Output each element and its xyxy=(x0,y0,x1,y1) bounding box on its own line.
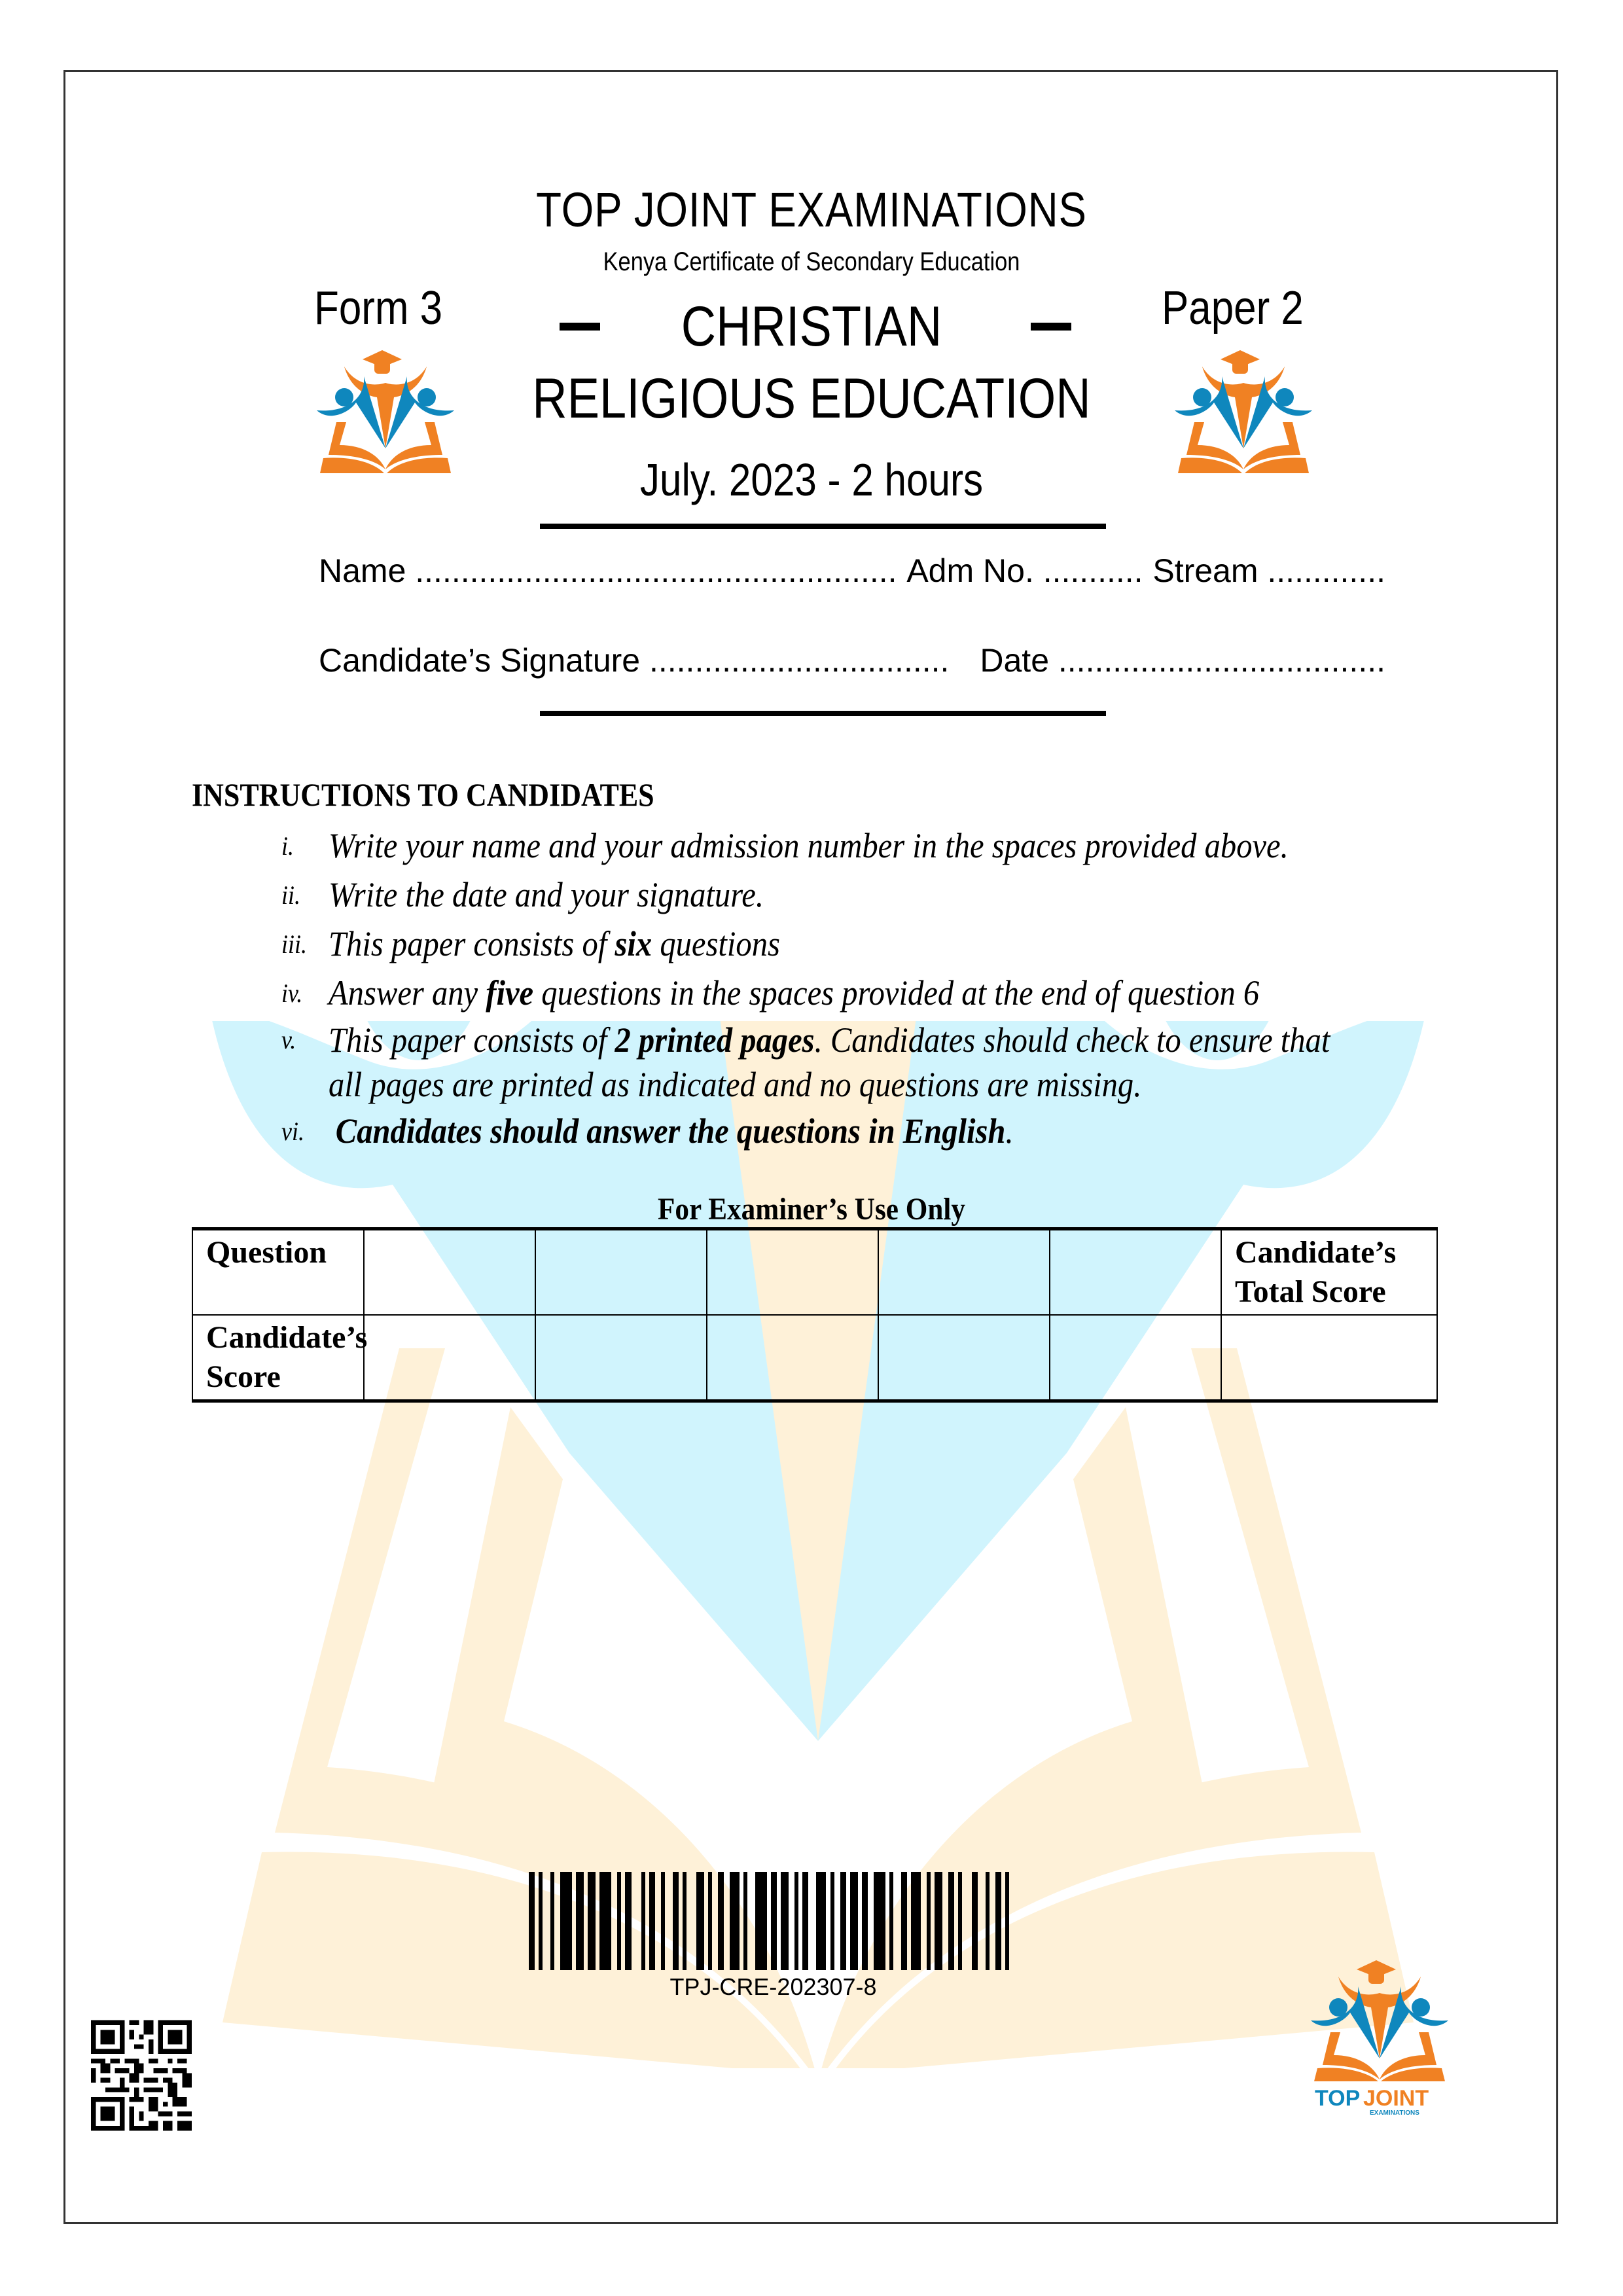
stream-field[interactable]: Stream ............. xyxy=(1152,552,1385,589)
subject-line-1: CHRISTIAN xyxy=(681,295,942,358)
svg-text:TOP: TOP xyxy=(1315,2086,1361,2111)
score-cell[interactable] xyxy=(1050,1315,1221,1401)
exam-date-duration: July. 2023 - 2 hours xyxy=(639,454,984,505)
brand-logo-footer-icon xyxy=(1306,1960,1453,2117)
barcode-label: TPJ-CRE-202307-8 xyxy=(669,1973,877,2000)
svg-text:EXAMINATIONS: EXAMINATIONS xyxy=(1370,2109,1419,2117)
table-row xyxy=(192,1315,1437,1401)
question-cell[interactable] xyxy=(535,1229,707,1316)
question-cell[interactable] xyxy=(878,1229,1050,1316)
signature-date-row xyxy=(319,641,1385,679)
question-cell[interactable] xyxy=(707,1229,878,1316)
name-field[interactable]: Name ..................................................... xyxy=(319,552,897,589)
question-cell[interactable] xyxy=(1050,1229,1221,1316)
instruction-item: v. This paper consists of 2 printed pages. Candidates should check to ensure that all pages are printed as indicated and no questions are missing. xyxy=(281,1020,1330,1104)
table-row xyxy=(192,1229,1437,1316)
paper-label: Paper 2 xyxy=(1162,282,1304,334)
organization-title: TOP JOINT EXAMINATIONS xyxy=(536,183,1087,237)
name-adm-stream-row xyxy=(319,552,1385,590)
total-score-cell[interactable] xyxy=(1221,1315,1437,1401)
score-cell[interactable] xyxy=(535,1315,707,1401)
question-cell[interactable] xyxy=(364,1229,535,1316)
instruction-item: ii. Write the date and your signature. xyxy=(281,875,764,914)
instruction-item: i. Write your name and your admission number in the spaces provided above. xyxy=(281,826,1289,865)
header-divider-bottom xyxy=(540,711,1106,716)
score-cell[interactable] xyxy=(707,1315,878,1401)
date-field[interactable]: Date .................................... xyxy=(980,642,1385,679)
total-score-label-cell: Candidate’s Total Score xyxy=(1221,1229,1437,1316)
adm-no-field[interactable]: Adm No. ........... xyxy=(906,552,1143,589)
examiner-table-title: For Examiner’s Use Only xyxy=(658,1192,965,1227)
instructions-heading: INSTRUCTIONS TO CANDIDATES xyxy=(192,776,654,813)
header-divider-top xyxy=(540,524,1106,529)
examiner-score-table xyxy=(192,1227,1438,1403)
qr-code-icon xyxy=(91,2020,192,2131)
instruction-item: vi. Candidates should answer the questions in English. xyxy=(281,1111,1014,1151)
barcode-icon xyxy=(529,1872,1018,1970)
certificate-subtitle: Kenya Certificate of Secondary Education xyxy=(603,247,1020,276)
instruction-item: iv. Answer any five questions in the spaces provided at the end of question 6 xyxy=(281,973,1260,1013)
signature-field[interactable]: Candidate’s Signature ................................. xyxy=(319,642,950,679)
instruction-item: iii. This paper consists of six questions xyxy=(281,924,780,963)
score-cell[interactable] xyxy=(878,1315,1050,1401)
score-cell[interactable] xyxy=(364,1315,535,1401)
form-label: Form 3 xyxy=(314,282,443,334)
svg-text:JOINT: JOINT xyxy=(1363,2086,1429,2111)
instructions-list xyxy=(281,821,1342,1156)
subject-line-2: RELIGIOUS EDUCATION xyxy=(532,367,1091,430)
question-label-cell: Question xyxy=(192,1229,364,1316)
score-label-cell: Candidate’s Score xyxy=(192,1315,364,1401)
